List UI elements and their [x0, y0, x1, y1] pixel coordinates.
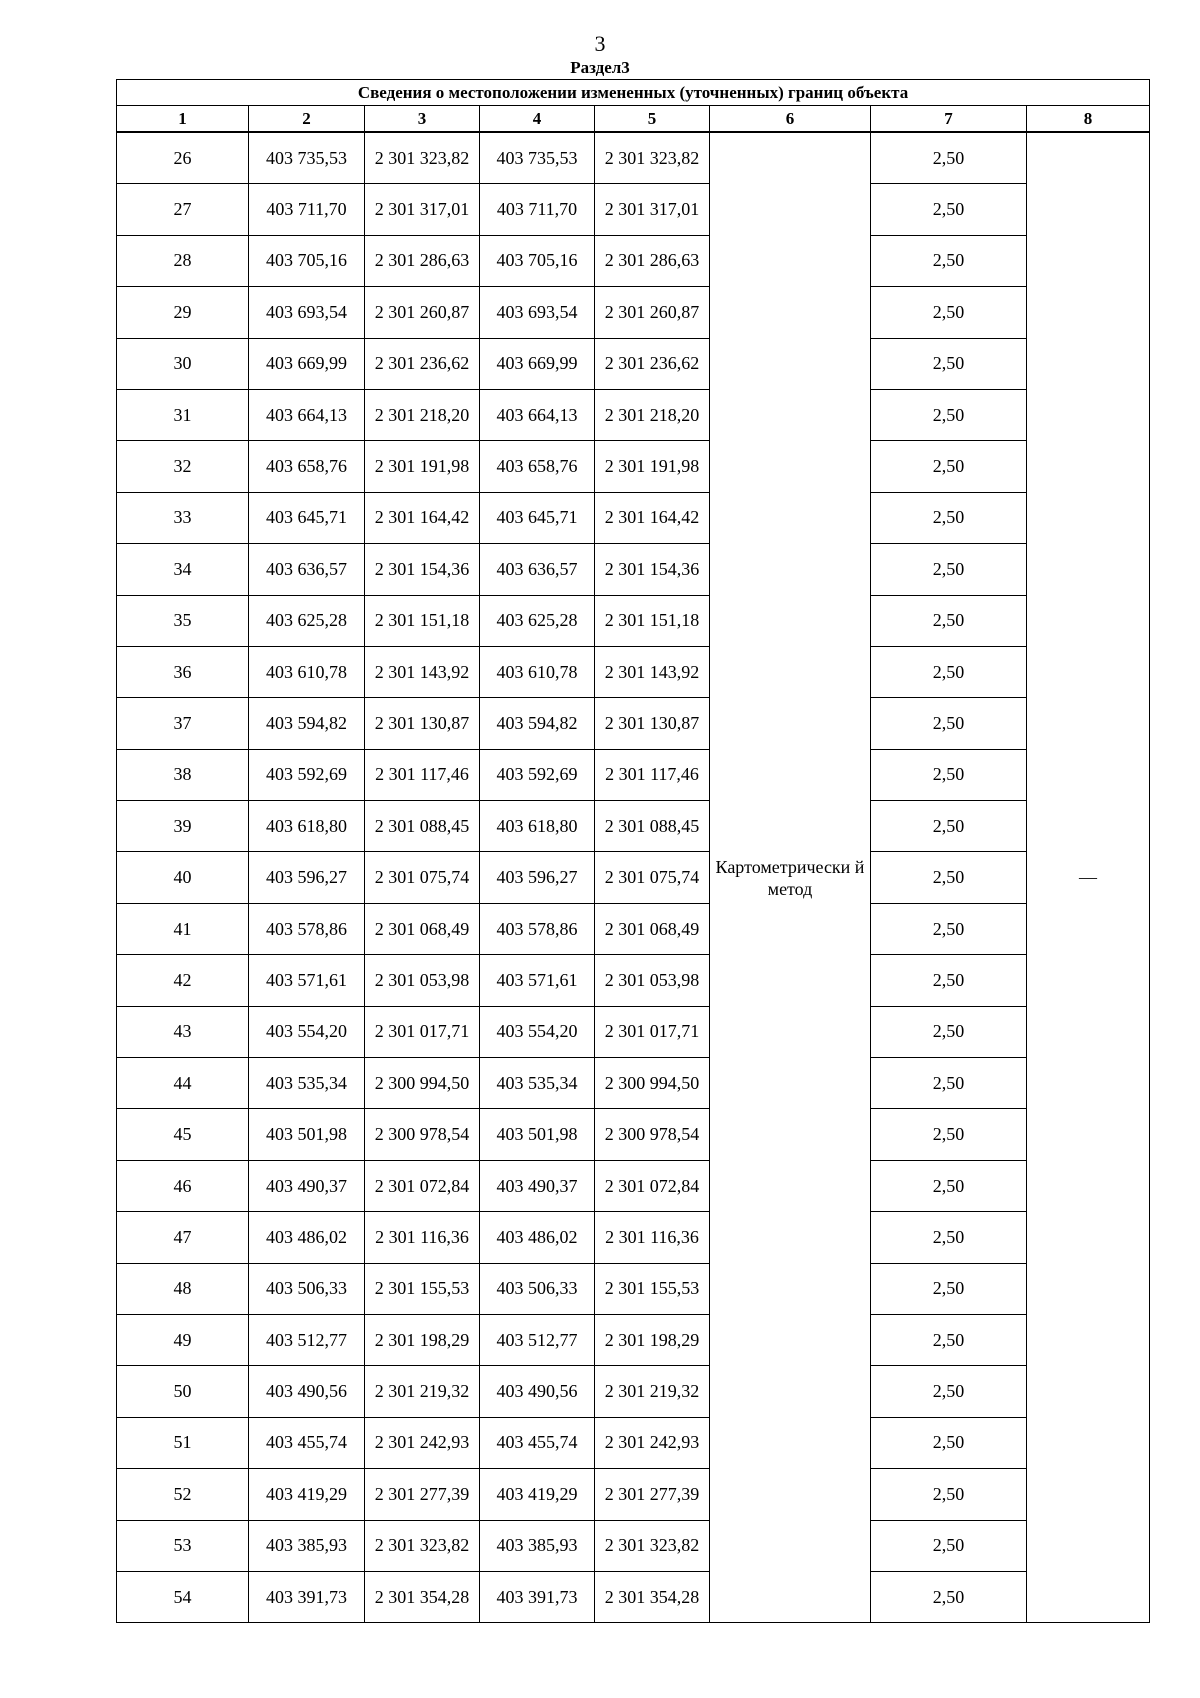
- column-number: 2: [249, 106, 365, 133]
- column-number: 8: [1027, 106, 1150, 133]
- coordinate-x-cell: 403 669,99: [480, 338, 595, 389]
- accuracy-cell: 2,50: [871, 1109, 1027, 1160]
- table-row: [117, 1417, 1150, 1468]
- coordinate-x-cell: 403 535,34: [249, 1058, 365, 1109]
- coordinates-table: [116, 79, 1150, 1623]
- point-number: 28: [117, 235, 249, 286]
- coordinate-y-cell: 2 301 154,36: [595, 544, 710, 595]
- accuracy-cell: 2,50: [871, 595, 1027, 646]
- table-row: [117, 1109, 1150, 1160]
- coordinate-x-cell: 403 618,80: [249, 801, 365, 852]
- column-number: 5: [595, 106, 710, 133]
- coordinate-x-cell: 403 705,16: [480, 235, 595, 286]
- coordinate-y-cell: 2 301 154,36: [365, 544, 480, 595]
- accuracy-cell: 2,50: [871, 646, 1027, 697]
- coordinate-y-cell: 2 301 068,49: [365, 903, 480, 954]
- page-number: 3: [594, 31, 606, 56]
- coordinate-y-cell: 2 301 236,62: [365, 338, 480, 389]
- coordinate-x-cell: 403 535,34: [480, 1058, 595, 1109]
- coordinate-x-cell: 403 669,99: [249, 338, 365, 389]
- coordinate-x-cell: 403 385,93: [480, 1520, 595, 1571]
- coordinate-y-cell: 2 301 088,45: [365, 801, 480, 852]
- point-number: 38: [117, 749, 249, 800]
- coordinate-y-cell: 2 301 143,92: [595, 646, 710, 697]
- coordinate-x-cell: 403 512,77: [480, 1314, 595, 1365]
- point-number: 48: [117, 1263, 249, 1314]
- coordinate-y-cell: 2 301 323,82: [365, 1520, 480, 1571]
- coordinate-x-cell: 403 578,86: [480, 903, 595, 954]
- table-row: [117, 1571, 1150, 1622]
- point-number: 34: [117, 544, 249, 595]
- coordinate-y-cell: 2 301 218,20: [595, 389, 710, 440]
- coordinate-x-cell: 403 554,20: [480, 1006, 595, 1057]
- point-number: 29: [117, 287, 249, 338]
- accuracy-cell: 2,50: [871, 132, 1027, 184]
- coordinate-x-cell: 403 610,78: [249, 646, 365, 697]
- point-number: 54: [117, 1571, 249, 1622]
- table-row: [117, 595, 1150, 646]
- coordinate-x-cell: 403 735,53: [249, 132, 365, 184]
- coordinate-y-cell: 2 301 242,93: [365, 1417, 480, 1468]
- coordinate-y-cell: 2 300 978,54: [365, 1109, 480, 1160]
- coordinate-y-cell: 2 301 277,39: [595, 1469, 710, 1520]
- coordinate-x-cell: 403 455,74: [249, 1417, 365, 1468]
- coordinate-x-cell: 403 705,16: [249, 235, 365, 286]
- coordinate-y-cell: 2 301 198,29: [365, 1314, 480, 1365]
- table-row: [117, 184, 1150, 235]
- coordinate-x-cell: 403 592,69: [249, 749, 365, 800]
- table-row: [117, 1212, 1150, 1263]
- coordinate-x-cell: 403 693,54: [249, 287, 365, 338]
- coordinate-y-cell: 2 301 286,63: [595, 235, 710, 286]
- table-row: [117, 749, 1150, 800]
- determination-method-cell: Картометрически й метод: [710, 132, 871, 1623]
- point-number: 35: [117, 595, 249, 646]
- coordinate-y-cell: 2 301 053,98: [365, 955, 480, 1006]
- table-row: [117, 1469, 1150, 1520]
- coordinate-x-cell: 403 618,80: [480, 801, 595, 852]
- coordinate-x-cell: 403 419,29: [249, 1469, 365, 1520]
- coordinate-x-cell: 403 658,76: [480, 441, 595, 492]
- accuracy-cell: 2,50: [871, 1212, 1027, 1263]
- table-row: [117, 1520, 1150, 1571]
- coordinate-y-cell: 2 301 260,87: [595, 287, 710, 338]
- coordinate-y-cell: 2 301 323,82: [365, 132, 480, 184]
- column-number-row: [117, 106, 1150, 133]
- accuracy-cell: 2,50: [871, 441, 1027, 492]
- coordinate-x-cell: 403 711,70: [480, 184, 595, 235]
- coordinate-x-cell: 403 610,78: [480, 646, 595, 697]
- accuracy-cell: 2,50: [871, 184, 1027, 235]
- coordinate-y-cell: 2 301 072,84: [365, 1160, 480, 1211]
- point-number: 44: [117, 1058, 249, 1109]
- accuracy-cell: 2,50: [871, 801, 1027, 852]
- coordinate-x-cell: 403 594,82: [480, 698, 595, 749]
- coordinate-y-cell: 2 301 017,71: [365, 1006, 480, 1057]
- table-row: [117, 389, 1150, 440]
- coordinate-y-cell: 2 301 260,87: [365, 287, 480, 338]
- accuracy-cell: 2,50: [871, 1314, 1027, 1365]
- accuracy-cell: 2,50: [871, 1160, 1027, 1211]
- coordinate-x-cell: 403 490,56: [249, 1366, 365, 1417]
- coordinate-x-cell: 403 578,86: [249, 903, 365, 954]
- table-row: [117, 492, 1150, 543]
- table-caption-row: [117, 80, 1150, 106]
- coordinate-y-cell: 2 301 017,71: [595, 1006, 710, 1057]
- accuracy-cell: 2,50: [871, 544, 1027, 595]
- table-row: [117, 801, 1150, 852]
- coordinate-x-cell: 403 571,61: [249, 955, 365, 1006]
- coordinate-x-cell: 403 645,71: [480, 492, 595, 543]
- table-row: [117, 338, 1150, 389]
- accuracy-cell: 2,50: [871, 749, 1027, 800]
- coordinate-x-cell: 403 490,56: [480, 1366, 595, 1417]
- coordinate-x-cell: 403 625,28: [249, 595, 365, 646]
- coordinate-x-cell: 403 391,73: [249, 1571, 365, 1622]
- coordinate-y-cell: 2 301 075,74: [365, 852, 480, 903]
- coordinate-x-cell: 403 636,57: [249, 544, 365, 595]
- point-number: 47: [117, 1212, 249, 1263]
- accuracy-cell: 2,50: [871, 492, 1027, 543]
- column-number: 7: [871, 106, 1027, 133]
- point-number: 50: [117, 1366, 249, 1417]
- coordinate-y-cell: 2 301 151,18: [595, 595, 710, 646]
- accuracy-cell: 2,50: [871, 1469, 1027, 1520]
- coordinate-y-cell: 2 301 155,53: [365, 1263, 480, 1314]
- coordinate-y-cell: 2 301 354,28: [595, 1571, 710, 1622]
- coordinate-y-cell: 2 301 277,39: [365, 1469, 480, 1520]
- table-row: [117, 544, 1150, 595]
- coordinate-y-cell: 2 301 155,53: [595, 1263, 710, 1314]
- table-row: [117, 132, 1150, 184]
- coordinate-y-cell: 2 301 143,92: [365, 646, 480, 697]
- coordinate-y-cell: 2 301 191,98: [365, 441, 480, 492]
- point-number: 32: [117, 441, 249, 492]
- coordinate-x-cell: 403 735,53: [480, 132, 595, 184]
- coordinate-y-cell: 2 301 164,42: [595, 492, 710, 543]
- coordinate-y-cell: 2 301 116,36: [595, 1212, 710, 1263]
- accuracy-cell: 2,50: [871, 1263, 1027, 1314]
- coordinate-y-cell: 2 301 323,82: [595, 1520, 710, 1571]
- coordinate-x-cell: 403 571,61: [480, 955, 595, 1006]
- coordinate-y-cell: 2 301 053,98: [595, 955, 710, 1006]
- accuracy-cell: 2,50: [871, 1058, 1027, 1109]
- coordinate-y-cell: 2 301 219,32: [365, 1366, 480, 1417]
- accuracy-cell: 2,50: [871, 1366, 1027, 1417]
- coordinate-y-cell: 2 301 218,20: [365, 389, 480, 440]
- point-number: 43: [117, 1006, 249, 1057]
- point-number: 33: [117, 492, 249, 543]
- coordinate-y-cell: 2 301 068,49: [595, 903, 710, 954]
- coordinate-x-cell: 403 592,69: [480, 749, 595, 800]
- coordinate-x-cell: 403 625,28: [480, 595, 595, 646]
- coordinate-y-cell: 2 300 994,50: [595, 1058, 710, 1109]
- table-row: [117, 955, 1150, 1006]
- column-8-cell: —: [1027, 132, 1150, 1623]
- coordinate-y-cell: 2 301 117,46: [365, 749, 480, 800]
- coordinate-y-cell: 2 301 219,32: [595, 1366, 710, 1417]
- table-row: [117, 1006, 1150, 1057]
- point-number: 31: [117, 389, 249, 440]
- coordinate-y-cell: 2 301 354,28: [365, 1571, 480, 1622]
- point-number: 40: [117, 852, 249, 903]
- point-number: 26: [117, 132, 249, 184]
- column-number: 6: [710, 106, 871, 133]
- table-row: [117, 1160, 1150, 1211]
- accuracy-cell: 2,50: [871, 287, 1027, 338]
- coordinate-x-cell: 403 455,74: [480, 1417, 595, 1468]
- point-number: 46: [117, 1160, 249, 1211]
- coordinate-x-cell: 403 506,33: [249, 1263, 365, 1314]
- coordinate-x-cell: 403 385,93: [249, 1520, 365, 1571]
- table-row: [117, 1366, 1150, 1417]
- point-number: 52: [117, 1469, 249, 1520]
- coordinate-y-cell: 2 301 323,82: [595, 132, 710, 184]
- point-number: 45: [117, 1109, 249, 1160]
- accuracy-cell: 2,50: [871, 903, 1027, 954]
- coordinate-x-cell: 403 664,13: [249, 389, 365, 440]
- table-row: [117, 646, 1150, 697]
- point-number: 51: [117, 1417, 249, 1468]
- coordinate-x-cell: 403 594,82: [249, 698, 365, 749]
- coordinate-y-cell: 2 301 075,74: [595, 852, 710, 903]
- coordinate-x-cell: 403 554,20: [249, 1006, 365, 1057]
- coordinate-x-cell: 403 596,27: [480, 852, 595, 903]
- coordinate-y-cell: 2 301 130,87: [595, 698, 710, 749]
- coordinate-x-cell: 403 506,33: [480, 1263, 595, 1314]
- coordinate-y-cell: 2 300 978,54: [595, 1109, 710, 1160]
- point-number: 53: [117, 1520, 249, 1571]
- coordinate-y-cell: 2 301 236,62: [595, 338, 710, 389]
- coordinate-x-cell: 403 501,98: [249, 1109, 365, 1160]
- table-row: [117, 698, 1150, 749]
- coordinate-y-cell: 2 301 191,98: [595, 441, 710, 492]
- coordinate-x-cell: 403 419,29: [480, 1469, 595, 1520]
- table-row: [117, 235, 1150, 286]
- table-caption: Сведения о местоположении измененных (уточненных) границ объекта: [117, 80, 1150, 106]
- coordinate-x-cell: 403 658,76: [249, 441, 365, 492]
- accuracy-cell: 2,50: [871, 852, 1027, 903]
- coordinate-x-cell: 403 490,37: [249, 1160, 365, 1211]
- table-row: [117, 1314, 1150, 1365]
- coordinate-y-cell: 2 301 130,87: [365, 698, 480, 749]
- accuracy-cell: 2,50: [871, 1006, 1027, 1057]
- coordinate-y-cell: 2 301 117,46: [595, 749, 710, 800]
- column-number: 1: [117, 106, 249, 133]
- coordinate-y-cell: 2 301 116,36: [365, 1212, 480, 1263]
- coordinate-x-cell: 403 490,37: [480, 1160, 595, 1211]
- section-title: Раздел3: [570, 58, 630, 77]
- point-number: 42: [117, 955, 249, 1006]
- coordinate-y-cell: 2 301 072,84: [595, 1160, 710, 1211]
- table-row: [117, 1263, 1150, 1314]
- coordinate-y-cell: 2 301 317,01: [365, 184, 480, 235]
- accuracy-cell: 2,50: [871, 698, 1027, 749]
- accuracy-cell: 2,50: [871, 389, 1027, 440]
- table-row: [117, 441, 1150, 492]
- coordinate-y-cell: 2 300 994,50: [365, 1058, 480, 1109]
- accuracy-cell: 2,50: [871, 955, 1027, 1006]
- coordinate-x-cell: 403 391,73: [480, 1571, 595, 1622]
- accuracy-cell: 2,50: [871, 235, 1027, 286]
- coordinate-y-cell: 2 301 242,93: [595, 1417, 710, 1468]
- coordinate-y-cell: 2 301 164,42: [365, 492, 480, 543]
- column-number: 4: [480, 106, 595, 133]
- coordinate-x-cell: 403 486,02: [249, 1212, 365, 1263]
- accuracy-cell: 2,50: [871, 1417, 1027, 1468]
- table-row: [117, 903, 1150, 954]
- coordinate-y-cell: 2 301 198,29: [595, 1314, 710, 1365]
- point-number: 36: [117, 646, 249, 697]
- accuracy-cell: 2,50: [871, 338, 1027, 389]
- point-number: 30: [117, 338, 249, 389]
- column-number: 3: [365, 106, 480, 133]
- coordinate-y-cell: 2 301 286,63: [365, 235, 480, 286]
- point-number: 39: [117, 801, 249, 852]
- table-body: [117, 80, 1150, 1623]
- coordinate-y-cell: 2 301 088,45: [595, 801, 710, 852]
- point-number: 37: [117, 698, 249, 749]
- coordinate-x-cell: 403 501,98: [480, 1109, 595, 1160]
- coordinate-x-cell: 403 512,77: [249, 1314, 365, 1365]
- accuracy-cell: 2,50: [871, 1571, 1027, 1622]
- coordinate-x-cell: 403 645,71: [249, 492, 365, 543]
- coordinate-x-cell: 403 711,70: [249, 184, 365, 235]
- coordinate-y-cell: 2 301 317,01: [595, 184, 710, 235]
- coordinate-y-cell: 2 301 151,18: [365, 595, 480, 646]
- coordinate-x-cell: 403 664,13: [480, 389, 595, 440]
- point-number: 49: [117, 1314, 249, 1365]
- coordinate-x-cell: 403 693,54: [480, 287, 595, 338]
- table-row: [117, 1058, 1150, 1109]
- table-row: [117, 287, 1150, 338]
- coordinate-x-cell: 403 596,27: [249, 852, 365, 903]
- table-row: [117, 852, 1150, 903]
- point-number: 27: [117, 184, 249, 235]
- point-number: 41: [117, 903, 249, 954]
- coordinate-x-cell: 403 486,02: [480, 1212, 595, 1263]
- coordinate-x-cell: 403 636,57: [480, 544, 595, 595]
- accuracy-cell: 2,50: [871, 1520, 1027, 1571]
